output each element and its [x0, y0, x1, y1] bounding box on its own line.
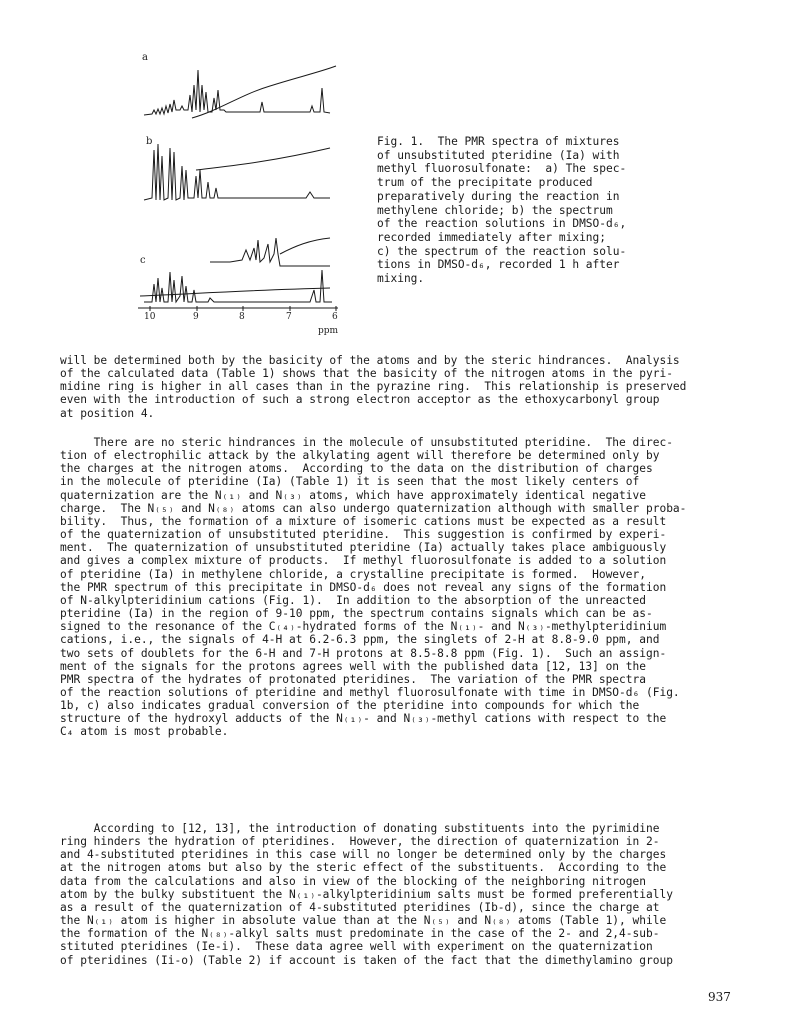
text-line: methylene chloride; b) the spectrum [377, 203, 613, 217]
text-line: ring hinders the hydration of pteridines. However, the direction of quaternization in 2- [60, 835, 660, 849]
text-line: and gives a complex mixture of products. If methyl fluorosulfonate is added to a solution [60, 554, 667, 568]
text-line: at the nitrogen atoms but also by the steric effect of the substituents. According to the [60, 861, 667, 875]
text-line: According to [12, 13], the introduction of donating substituents into the pyrimidine [60, 822, 660, 835]
text-line: will be determined both by the basicity of the atoms and by the steric hindrances. Analysis [60, 354, 680, 367]
text-line: of unsubstituted pteridine (Ia) with [377, 148, 620, 162]
spectrum-label-a: a [142, 52, 148, 63]
text-line: mixing. [377, 272, 425, 286]
text-line: pteridine (Ia) in the region of 9-10 ppm, the spectrum contains signals which can be as- [60, 607, 653, 621]
text-line: ment of the signals for the protons agrees well with the published data [12, 13] on the [60, 659, 646, 673]
text-line: C₄ atom is most probable. [60, 725, 229, 739]
text-line: 1b, c) also indicates gradual conversion of the pteridine into compounds for which the [60, 699, 640, 713]
pmr-spectra-figure [130, 40, 360, 340]
spectrum-label-b: b [146, 136, 153, 147]
text-line: tions in DMSO-d₆, recorded 1 h after [377, 258, 620, 272]
text-line: stituted pteridines (Ie-i). These data agree well with experiment on the quaternization [60, 940, 653, 954]
text-line: of pteridine (Ia) in methylene chloride, a crystalline precipitate is formed. However, [60, 567, 646, 581]
spectrum-c-upper-integral [280, 238, 330, 254]
axis-tick-8: 8 [239, 312, 245, 322]
text-line: trum of the precipitate produced [377, 176, 593, 190]
text-line: cations, i.e., the signals of 4-H at 6.2-6.3 ppm, the singlets of 2-H at 8.8-9.0 ppm, and [60, 633, 660, 647]
text-line: of the reaction solutions of pteridine and methyl fluorosulfonate with time in DMSO-d₆ (Fig. [60, 685, 680, 699]
text-line: recorded immediately after mixing; [377, 230, 607, 244]
spectrum-c-lower-trace [144, 270, 332, 302]
text-line: the N₍₁₎ atom is higher in absolute value than at the N₍₅₎ and N₍₈₎ atoms (Table 1), while [60, 914, 667, 928]
text-line: c) the spectrum of the reaction solu- [377, 244, 627, 258]
text-line: methyl fluorosulfonate: a) The spec- [377, 162, 627, 176]
text-line: quaternization are the N₍₁₎ and N₍₃₎ atoms, which have approximately identical negative [60, 488, 646, 502]
figure-caption [377, 135, 687, 286]
text-line: ment. The quaternization of unsubstituted pteridine (Ia) actually takes place ambiguously [60, 541, 667, 555]
spectrum-b-integral [196, 148, 330, 170]
text-line: structure of the hydroxyl adducts of the N₍₁₎- and N₍₃₎-methyl cations with respect to the [60, 712, 667, 726]
axis-tick-9: 9 [193, 312, 199, 322]
text-line: preparatively during the reaction in [377, 189, 620, 203]
text-line: the formation of the N₍₈₎-alkyl salts must predominate in the case of the 2- and 2,4-sub- [60, 927, 660, 941]
text-line: even with the introduction of such a strong electron acceptor as the ethoxycarbonyl group [60, 393, 660, 407]
axis-tick-6: 6 [332, 312, 338, 322]
text-line: of the quaternization of unsubstituted pteridine. This suggestion is confirmed by experi- [60, 528, 667, 542]
text-line: Fig. 1. The PMR spectra of mixtures [377, 135, 620, 148]
text-line: atom by the bulky substituent the N₍₁₎-alkylpteridinium salts must be formed preferentially [60, 887, 673, 901]
text-line: in the molecule of pteridine (Ia) (Table 1) it is seen that the most likely centers of [60, 475, 640, 489]
text-line: as a result of the quaternization of 4-substituted pteridines (Ib-d), since the charge at [60, 900, 660, 914]
text-line: and 4-substituted pteridines in this case will no longer be determined only by the charges [60, 848, 667, 862]
text-line: There are no steric hindrances in the molecule of unsubstituted pteridine. The direc- [60, 436, 673, 449]
axis-tick-10: 10 [144, 312, 156, 322]
text-line: bility. Thus, the formation of a mixture of isomeric cations must be expected as a result [60, 514, 667, 528]
page-number: 937 [708, 990, 731, 1004]
spectrum-label-c: c [140, 255, 146, 266]
text-line: data from the calculations and also in view of the blocking of the neighboring nitrogen [60, 874, 646, 888]
text-line: PMR spectra of the hydrates of protonated pteridines. The variation of the PMR spectra [60, 672, 646, 686]
axis-unit-label: ppm [318, 326, 339, 336]
text-line: of the calculated data (Table 1) shows that the basicity of the nitrogen atoms in the pyri- [60, 367, 673, 381]
text-line: the PMR spectrum of this precipitate in DMSO-d₆ does not reveal any signs of the formation [60, 580, 667, 594]
paragraph-3 [60, 822, 750, 967]
paragraph-1 [60, 354, 750, 420]
text-line: of the reaction solutions in DMSO-d₆, [377, 217, 627, 231]
text-line: of N-alkylpteridinium cations (Fig. 1). In addition to the absorption of the unreacted [60, 593, 646, 607]
text-line: of pteridines (Ii-o) (Table 2) if account is taken of the fact that the dimethylamino group [60, 953, 673, 967]
text-line: the charges at the nitrogen atoms. According to the data on the distribution of charges [60, 462, 653, 476]
paragraph-2 [60, 436, 750, 739]
text-line: two sets of doublets for the 6-H and 7-H protons at 8.5-8.8 ppm (Fig. 1). Such an assign- [60, 646, 667, 660]
pmr-spectra-drawing [130, 40, 360, 340]
spectrum-b-trace [144, 144, 330, 200]
text-line: at position 4. [60, 406, 155, 420]
text-line: midine ring is higher in all cases than in the pyrazine ring. This relationship is preserved [60, 380, 687, 394]
text-line: charge. The N₍₅₎ and N₍₈₎ atoms can also undergo quaternization although with smaller proba- [60, 501, 687, 515]
spectrum-c-upper-trace [210, 238, 330, 266]
axis-tick-7: 7 [286, 312, 292, 322]
text-line: signed to the resonance of the C₍₄₎-hydrated forms of the N₍₁₎- and N₍₃₎-methylpteridinium [60, 620, 667, 634]
text-line: tion of electrophilic attack by the alkylating agent will therefore be determined only by [60, 449, 660, 463]
